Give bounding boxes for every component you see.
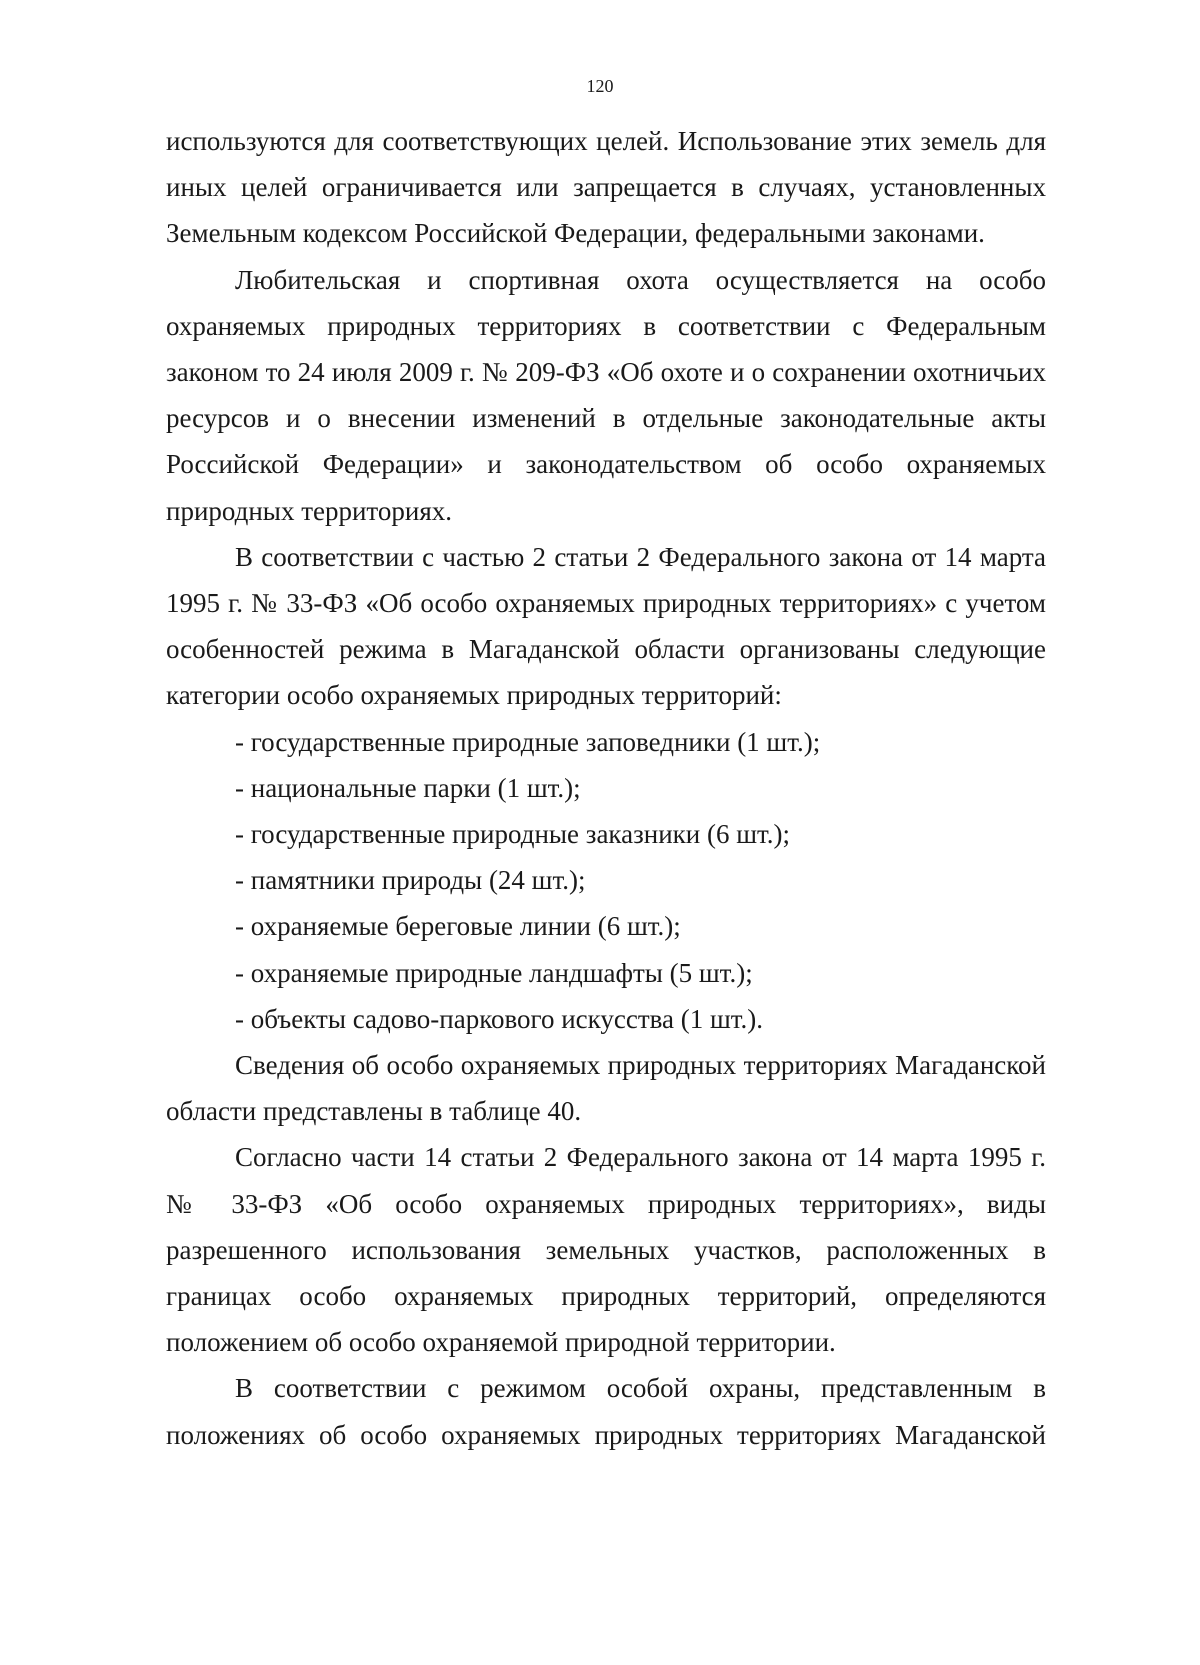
paragraph-hunting: Любительская и спортивная охота осуществляется на особо охраняемых природных территориях в соответствии с Федеральным законом то 24 июля 2009 г. № 209-ФЗ «Об охоте и о сохранении охотничьих ресурсов и о внесении изменений в отдельные законодательные акты Российской Федерации» и законодательством об особо охраняемых природных территориях. bbox=[166, 264, 1046, 526]
paragraph-categories-intro: В соответствии с частью 2 статьи 2 Федерального закона от 14 марта 1995 г. № 33-ФЗ «Об особо охраняемых природных территориях» с учетом особенностей режима в Магаданской области организованы следующие категории особо охраняемых природных территорий: bbox=[166, 541, 1046, 711]
document-body bbox=[166, 118, 1046, 1458]
list-item: - памятники природы (24 шт.); bbox=[235, 865, 586, 896]
paragraph-permitted-use: Согласно части 14 статьи 2 Федерального закона от 14 марта 1995 г. № 33-ФЗ «Об особо охраняемых природных территориях», виды разрешенного использования земельных участков, расположенных в границах особо охраняемых природных территорий, определяются положением об особо охраняемой природной территории. bbox=[166, 1142, 1046, 1358]
paragraph-table-reference: Сведения об особо охраняемых природных территориях Магаданской области представлены в таблице 40. bbox=[166, 1050, 1046, 1127]
page-number: 120 bbox=[586, 76, 614, 96]
list-item: - государственные природные заказники (6 шт.); bbox=[235, 819, 791, 850]
paragraph-land-use: используются для соответствующих целей. Использование этих земель для иных целей ограничивается или запрещается в случаях, установленных Земельным кодексом Российской Федерации, федеральными законами. bbox=[166, 126, 1046, 249]
list-item: - национальные парки (1 шт.); bbox=[235, 772, 581, 803]
list-item: - объекты садово-паркового искусства (1 шт.). bbox=[235, 1003, 764, 1034]
paragraph-protection-regime: В соответствии с режимом особой охраны, представленным в положениях об особо охраняемых природных территориях Магаданской bbox=[166, 1373, 1046, 1450]
categories-list bbox=[166, 719, 1046, 1042]
list-item: - охраняемые береговые линии (6 шт.); bbox=[235, 911, 681, 942]
list-item: - охраняемые природные ландшафты (5 шт.); bbox=[235, 957, 753, 988]
list-item: - государственные природные заповедники (1 шт.); bbox=[235, 726, 821, 757]
